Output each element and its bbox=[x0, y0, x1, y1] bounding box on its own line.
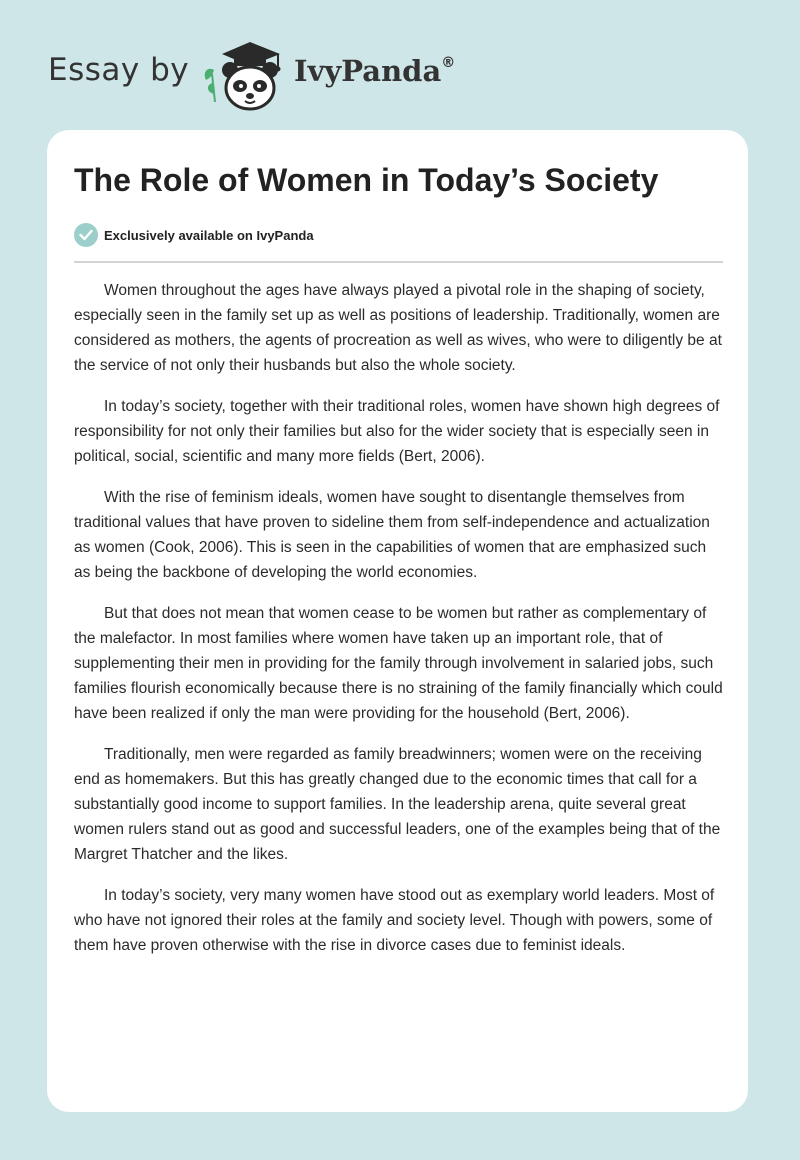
divider bbox=[74, 261, 723, 263]
registered-mark: ® bbox=[441, 55, 456, 71]
paragraph: But that does not mean that women cease to be women but rather as complementary of the malefactor. In most families where women have taken up an important role, that of supplementing their men in providing for the family through involvement in salaried jobs, such families flourish economically because there is no straining of the family financially which could have been realized if only the man were providing for the household (Bert, 2006). bbox=[74, 605, 723, 722]
brand-name-text: IvyPanda bbox=[294, 54, 442, 88]
site-header bbox=[48, 30, 548, 120]
paragraph: In today’s society, very many women have stood out as exemplary world leaders. Most of who have not ignored their roles at the family and society level. Though with powers, some of them have proven otherwise with the rise in divorce cases due to feminist ideals. bbox=[74, 887, 715, 954]
page-title: The Role of Women in Today’s Society bbox=[74, 162, 659, 198]
paragraph: With the rise of feminism ideals, women have sought to disentangle themselves from traditional values that have proven to sideline them from self-independence and actualization as women (Cook, 2006). This is seen in the capabilities of women that are emphasized such as being the backbone of developing the world economies. bbox=[74, 489, 710, 581]
essay-card bbox=[47, 130, 748, 1112]
brand-name[interactable] bbox=[294, 54, 455, 88]
paragraph: In today’s society, together with their traditional roles, women have shown high degrees of responsibility for not only their families but also for the wider society that is especially seen in political, social, scientific and many more fields (Bert, 2006). bbox=[74, 398, 720, 465]
check-circle-icon bbox=[74, 223, 98, 247]
essay-by-label: Essay by bbox=[48, 52, 190, 88]
exclusive-badge bbox=[74, 222, 314, 248]
essay-body bbox=[74, 278, 724, 974]
panda-logo-icon[interactable] bbox=[200, 36, 292, 112]
badge-label: Exclusively available on IvyPanda bbox=[104, 227, 314, 243]
paragraph: Women throughout the ages have always played a pivotal role in the shaping of society, especially seen in the family set up as well as positions of leadership. Traditionally, women are considered as mothers, the agents of procreation as well as wives, who were to diligently be at the service of not only their husbands but also the whole society. bbox=[74, 282, 722, 374]
paragraph: Traditionally, men were regarded as family breadwinners; women were on the receiving end as homemakers. But this has greatly changed due to the economic times that call for a substantially good income to support families. In the leadership arena, quite several great women rulers stand out as good and successful leaders, one of the examples being that of the Margret Thatcher and the likes. bbox=[74, 746, 721, 863]
